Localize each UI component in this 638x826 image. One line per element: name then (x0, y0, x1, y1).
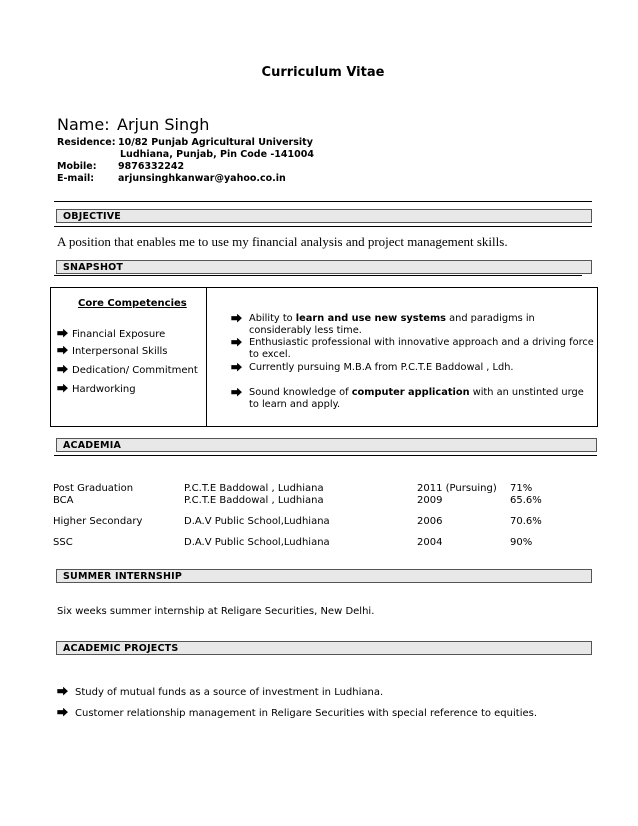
academia-year: 2009 (417, 495, 443, 506)
academia-year: 2011 (Pursuing) (417, 483, 497, 494)
internship-text: Six weeks summer internship at Religare Securities, New Delhi. (57, 606, 375, 617)
email-value: arjunsinghkanwar@yahoo.co.in (118, 173, 286, 184)
academia-header (56, 438, 597, 452)
divider (54, 226, 592, 227)
academia-year: 2004 (417, 537, 443, 548)
project-item: ⮕ Customer relationship management in Religare Securities with special reference to equities. (57, 706, 538, 719)
snapshot-point: ⮕ Currently pursuing M.B.A from P.C.T.E Baddowal , Ldh. (231, 361, 514, 374)
academia-score: 65.6% (510, 495, 542, 506)
snapshot-divider (206, 287, 207, 427)
arrow-bullet-icon: ⮕ (231, 386, 242, 399)
document-title: Curriculum Vitae (261, 65, 385, 80)
arrow-bullet-icon: ⮕ (57, 382, 68, 395)
academia-year: 2006 (417, 516, 443, 527)
divider (54, 275, 582, 276)
arrow-bullet-icon: ⮕ (57, 685, 68, 698)
name-value: Arjun Singh (117, 115, 210, 134)
academia-degree: BCA (53, 495, 74, 506)
academia-institute: P.C.T.E Baddowal , Ludhiana (184, 495, 324, 506)
arrow-bullet-icon: ⮕ (231, 336, 242, 349)
mobile-label: Mobile: (57, 161, 97, 172)
academia-institute: D.A.V Public School,Ludhiana (184, 537, 330, 548)
snapshot-point: ⮕ Ability to learn and use new systems and paradigms in considerably less time. (231, 312, 535, 336)
projects-heading: ACADEMIC PROJECTS (63, 643, 179, 654)
objective-heading: OBJECTIVE (63, 211, 121, 222)
academia-degree: SSC (53, 537, 73, 548)
name-label: Name: (57, 115, 110, 134)
divider (54, 201, 592, 202)
arrow-bullet-icon: ⮕ (57, 706, 68, 719)
arrow-bullet-icon: ⮕ (231, 312, 242, 325)
academia-institute: P.C.T.E Baddowal , Ludhiana (184, 483, 324, 494)
arrow-bullet-icon: ⮕ (231, 361, 242, 374)
objective-text: A position that enables me to use my financial analysis and project management skills. (57, 234, 508, 249)
residence-line2: Ludhiana, Punjab, Pin Code -141004 (120, 149, 314, 160)
academia-institute: D.A.V Public School,Ludhiana (184, 516, 330, 527)
competency-item: ⮕ Hardworking (57, 382, 136, 395)
competency-item: ⮕ Dedication/ Commitment (57, 363, 198, 376)
competency-item: ⮕ Interpersonal Skills (57, 344, 168, 357)
competency-item: ⮕ Financial Exposure (57, 327, 166, 340)
arrow-bullet-icon: ⮕ (57, 327, 68, 340)
internship-header (56, 569, 592, 583)
academia-score: 90% (510, 537, 533, 548)
residence-row (57, 137, 313, 148)
snapshot-point: ⮕ Enthusiastic professional with innovative approach and a driving force to excel. (231, 336, 594, 360)
projects-header (56, 641, 592, 655)
academia-degree: Higher Secondary (53, 516, 143, 527)
mobile-row (57, 161, 184, 172)
name-line (57, 115, 209, 134)
core-competencies-heading: Core Competencies (78, 298, 187, 309)
internship-heading: SUMMER INTERNSHIP (63, 571, 182, 582)
arrow-bullet-icon: ⮕ (57, 363, 68, 376)
snapshot-point: ⮕ Sound knowledge of computer application with an unstinted urge to learn and apply. (231, 386, 584, 410)
objective-header (56, 209, 592, 223)
residence-label: Residence: (57, 137, 116, 148)
email-row (57, 173, 286, 184)
snapshot-header (56, 260, 592, 274)
academia-score: 71% (510, 483, 533, 494)
residence-line1: 10/82 Punjab Agricultural University (118, 137, 313, 148)
email-label: E-mail: (57, 173, 95, 184)
divider (54, 455, 597, 456)
academia-degree: Post Graduation (53, 483, 134, 494)
mobile-value: 9876332242 (118, 161, 185, 172)
snapshot-heading: SNAPSHOT (63, 262, 124, 273)
academia-score: 70.6% (510, 516, 542, 527)
academia-heading: ACADEMIA (63, 440, 121, 451)
arrow-bullet-icon: ⮕ (57, 344, 68, 357)
project-item: ⮕ Study of mutual funds as a source of investment in Ludhiana. (57, 685, 384, 698)
